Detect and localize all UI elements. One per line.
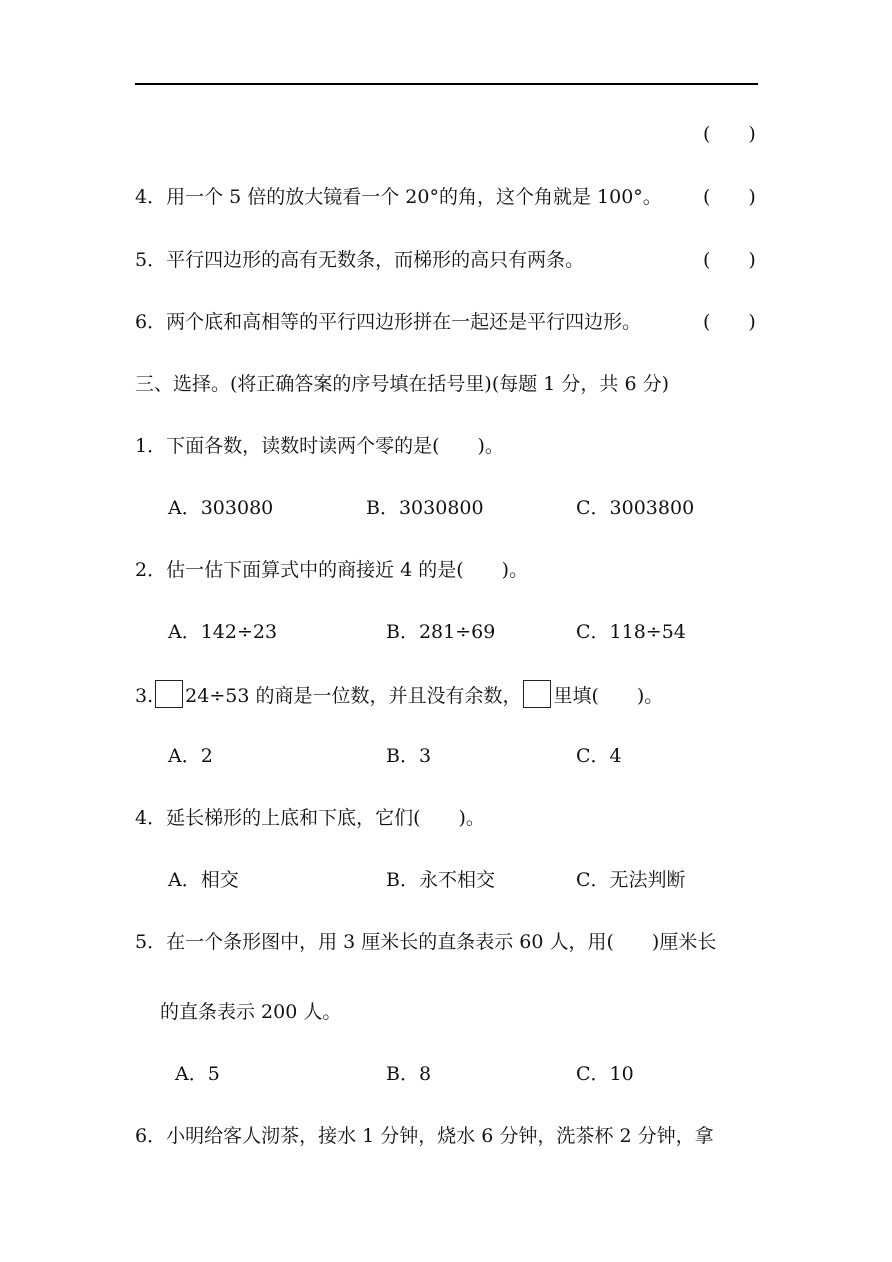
option-a: A．303080 <box>168 497 274 519</box>
question-4: 4．延长梯形的上底和下底，它们( )。 <box>135 807 485 829</box>
question-2: 2．估一估下面算式中的商接近 4 的是( )。 <box>135 559 529 581</box>
question-1: 1．下面各数，读数时读两个零的是( )。 <box>135 435 504 457</box>
option-b: B．281÷69 <box>386 621 496 643</box>
answer-paren: ( ) <box>703 311 756 333</box>
option-a: A．相交 <box>168 869 239 891</box>
option-c: C．118÷54 <box>576 621 686 643</box>
question-text: 里填( )。 <box>553 685 664 707</box>
option-a: A．5 <box>175 1063 220 1085</box>
option-c: C．4 <box>576 745 622 767</box>
question-number: 3. <box>135 685 154 707</box>
question-6: 6．小明给客人沏茶，接水 1 分钟，烧水 6 分钟，洗茶杯 2 分钟，拿 <box>135 1125 714 1147</box>
question-text: 24÷53 的商是一位数，并且没有余数， <box>185 685 522 707</box>
option-c: C．3003800 <box>576 497 695 519</box>
question-5: 5．在一个条形图中，用 3 厘米长的直条表示 60 人，用( )厘米长 <box>135 931 717 953</box>
option-b: B．永不相交 <box>386 869 495 891</box>
question-5-continued: 的直条表示 200 人。 <box>160 1001 342 1023</box>
option-b: B．3030800 <box>366 497 484 519</box>
judge-item-5: 5．平行四边形的高有无数条，而梯形的高只有两条。 <box>135 249 585 271</box>
section-title: 三、选择。(将正确答案的序号填在括号里)(每题 1 分，共 6 分) <box>135 373 669 395</box>
option-c: C．10 <box>576 1063 634 1085</box>
question-3 <box>135 680 663 708</box>
blank-box <box>523 680 551 708</box>
option-b: B．8 <box>386 1063 432 1085</box>
option-a: A．2 <box>168 745 213 767</box>
option-a: A．142÷23 <box>168 621 278 643</box>
answer-paren: ( ) <box>703 186 756 208</box>
option-b: B．3 <box>386 745 432 767</box>
judge-item-4: 4．用一个 5 倍的放大镜看一个 20°的角，这个角就是 100°。 <box>135 186 662 208</box>
answer-paren: ( ) <box>703 123 756 145</box>
judge-item-6: 6．两个底和高相等的平行四边形拼在一起还是平行四边形。 <box>135 311 642 333</box>
option-c: C．无法判断 <box>576 869 686 891</box>
header-rule <box>135 83 758 85</box>
blank-box <box>155 680 183 708</box>
answer-paren: ( ) <box>703 249 756 271</box>
